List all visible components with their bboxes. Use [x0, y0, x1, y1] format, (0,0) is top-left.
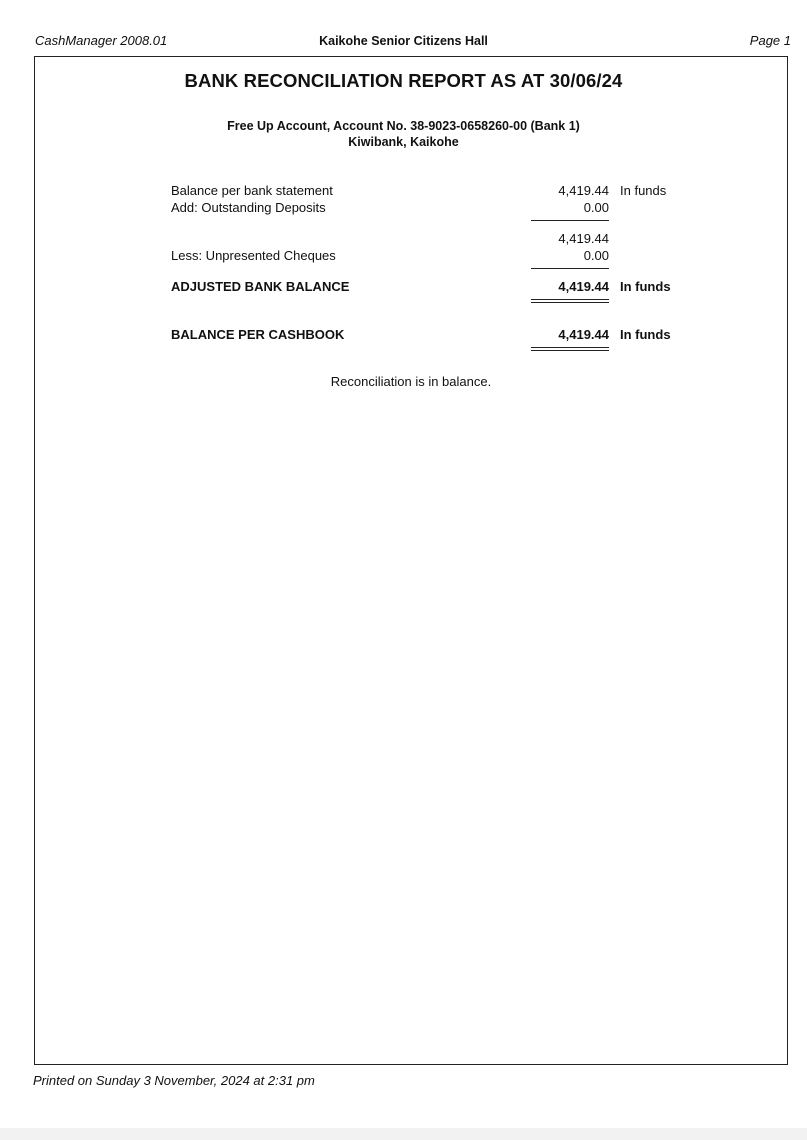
outstanding-deposits-amount: 0.00 — [583, 200, 609, 215]
balance-per-statement-amount: 4,419.44 — [558, 183, 609, 198]
unpresented-cheques-amount: 0.00 — [583, 248, 609, 263]
unpresented-cheques-label: Less: Unpresented Cheques — [171, 248, 336, 263]
cashbook-double-rule-top — [531, 347, 609, 348]
bank-line: Kiwibank, Kaikohe — [348, 135, 459, 149]
printed-timestamp: Printed on Sunday 3 November, 2024 at 2:31 pm — [33, 1073, 315, 1088]
adjusted-rule — [531, 268, 609, 269]
outstanding-deposits-label: Add: Outstanding Deposits — [171, 200, 326, 215]
report-title: BANK RECONCILIATION REPORT AS AT 30/06/24 — [184, 70, 623, 91]
page-number: Page 1 — [749, 33, 791, 48]
cashbook-balance-status: In funds — [620, 327, 671, 342]
organization-name: Kaikohe Senior Citizens Hall — [319, 34, 488, 48]
adjusted-double-rule-top — [531, 299, 609, 300]
adjusted-balance-label: ADJUSTED BANK BALANCE — [171, 279, 350, 294]
report-frame — [34, 56, 788, 1065]
adjusted-balance-status: In funds — [620, 279, 671, 294]
reconciliation-message: Reconciliation is in balance. — [330, 374, 492, 389]
page-bottom-edge — [0, 1128, 807, 1140]
app-version: CashManager 2008.01 — [35, 33, 168, 48]
adjusted-balance-amount: 4,419.44 — [558, 279, 609, 294]
cashbook-balance-label: BALANCE PER CASHBOOK — [171, 327, 345, 342]
balance-per-statement-status: In funds — [620, 183, 667, 198]
adjusted-double-rule-bottom — [531, 302, 609, 303]
cashbook-double-rule-bottom — [531, 350, 609, 351]
cashbook-balance-amount: 4,419.44 — [558, 327, 609, 342]
subtotal-amount: 4,419.44 — [558, 231, 609, 246]
balance-per-statement-label: Balance per bank statement — [171, 183, 333, 198]
account-line: Free Up Account, Account No. 38-9023-0658260-00 (Bank 1) — [227, 119, 580, 133]
subtotal-rule — [531, 220, 609, 221]
